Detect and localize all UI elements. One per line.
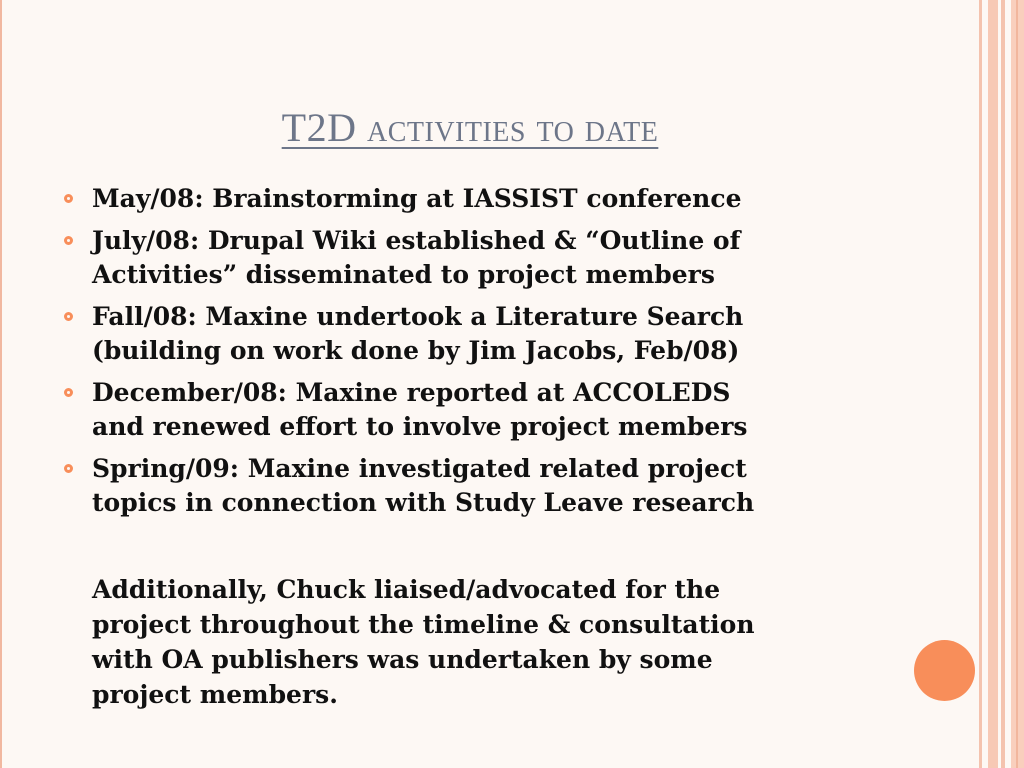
circle-bullet-icon bbox=[64, 464, 73, 473]
accent-circle-icon bbox=[914, 640, 975, 701]
circle-bullet-icon bbox=[64, 194, 73, 203]
decorative-band bbox=[988, 0, 998, 768]
bullet-text: Fall/08: Maxine undertook a Literature Search (building on work done by Jim Jacobs, Feb/08) bbox=[92, 302, 744, 365]
bullet-item bbox=[62, 452, 892, 520]
bullet-item bbox=[62, 376, 892, 444]
bullet-text: May/08: Brainstorming at IASSIST conference bbox=[92, 184, 742, 213]
bullet-text: December/08: Maxine reported at ACCOLEDS and renewed effort to involve project members bbox=[92, 378, 748, 441]
additional-note: Additionally, Chuck liaised/advocated for the project throughout the timeline & consultation with OA publishers was undertaken by some project members. bbox=[92, 575, 755, 709]
decorative-band bbox=[1001, 0, 1005, 768]
bullet-item bbox=[62, 300, 892, 368]
circle-bullet-icon bbox=[64, 388, 73, 397]
slide-title: T2D activities to date bbox=[281, 105, 659, 150]
circle-bullet-icon bbox=[64, 312, 73, 321]
bullet-text: July/08: Drupal Wiki established & “Outline of Activities” disseminated to project members bbox=[92, 226, 741, 289]
circle-bullet-icon bbox=[64, 236, 73, 245]
decorative-band bbox=[1016, 0, 1018, 768]
bullet-text: Spring/09: Maxine investigated related project topics in connection with Study Leave research bbox=[92, 454, 755, 517]
bullet-item bbox=[62, 224, 892, 292]
decorative-band bbox=[979, 0, 982, 768]
bullet-item bbox=[62, 182, 892, 216]
bullet-list bbox=[62, 182, 892, 528]
